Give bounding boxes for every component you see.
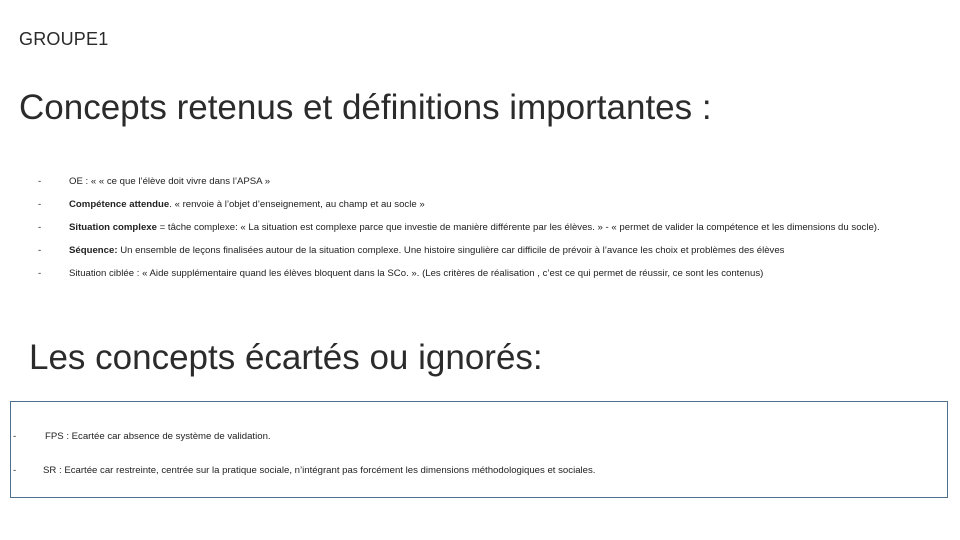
list-item — [36, 245, 946, 257]
list-item-text — [69, 268, 946, 280]
item-text: = tâche complexe: « La situation est complexe parce que investie de manière différente par les élèves. » - « permet de valider la compétence et les dimensions du socle). — [156, 222, 880, 233]
item-term: Compétence attendue — [69, 199, 170, 210]
item-text: OE : « « ce que l’élève doit vivre dans l’APSA » — [69, 176, 271, 187]
group-label: GROUPE1 — [19, 29, 109, 49]
bullet-dash: - — [13, 465, 17, 476]
ignored-concepts-box — [10, 401, 948, 498]
list-item — [36, 199, 946, 211]
item-text: . « renvoie à l’objet d’enseignement, au champ et au socle » — [169, 199, 425, 210]
bullet-dash: - — [38, 199, 42, 210]
retained-concepts-list — [36, 176, 946, 291]
list-item — [36, 268, 946, 280]
list-item — [36, 176, 946, 188]
list-item — [13, 465, 933, 477]
bullet-dash: - — [38, 268, 42, 279]
ignored-concepts-list — [13, 431, 933, 499]
item-text: SR : Ecartée car restreinte, centrée sur la pratique sociale, n’intégrant pas forcément les dimensions méthodologiques et sociales. — [43, 465, 596, 476]
item-text: FPS : Ecartée car absence de système de validation. — [45, 431, 271, 442]
item-text: Situation ciblée : « Aide supplémentaire quand les élèves bloquent dans la SCo. ». (Les critères de réalisation , c’est ce qui permet de réussir, ce sont les contenus) — [69, 268, 764, 279]
bullet-dash: - — [38, 222, 42, 233]
list-item-text — [69, 199, 946, 211]
list-item — [36, 222, 946, 234]
retained-concepts-title: Concepts retenus et définitions importantes : — [19, 88, 712, 127]
bullet-dash: - — [38, 176, 42, 187]
list-item-text — [69, 222, 946, 234]
bullet-dash: - — [38, 245, 42, 256]
bullet-dash: - — [13, 431, 17, 442]
item-term: Situation complexe — [69, 222, 157, 233]
item-text: Un ensemble de leçons finalisées autour de la situation complexe. Une histoire singulière car difficile de prévoir à l’avance les choix et problèmes des élèves — [117, 245, 785, 256]
ignored-concepts-title: Les concepts écartés ou ignorés: — [29, 338, 543, 377]
list-item-text — [69, 176, 946, 188]
item-term: Séquence: — [69, 245, 118, 256]
list-item-text — [69, 245, 946, 257]
list-item — [13, 431, 933, 443]
